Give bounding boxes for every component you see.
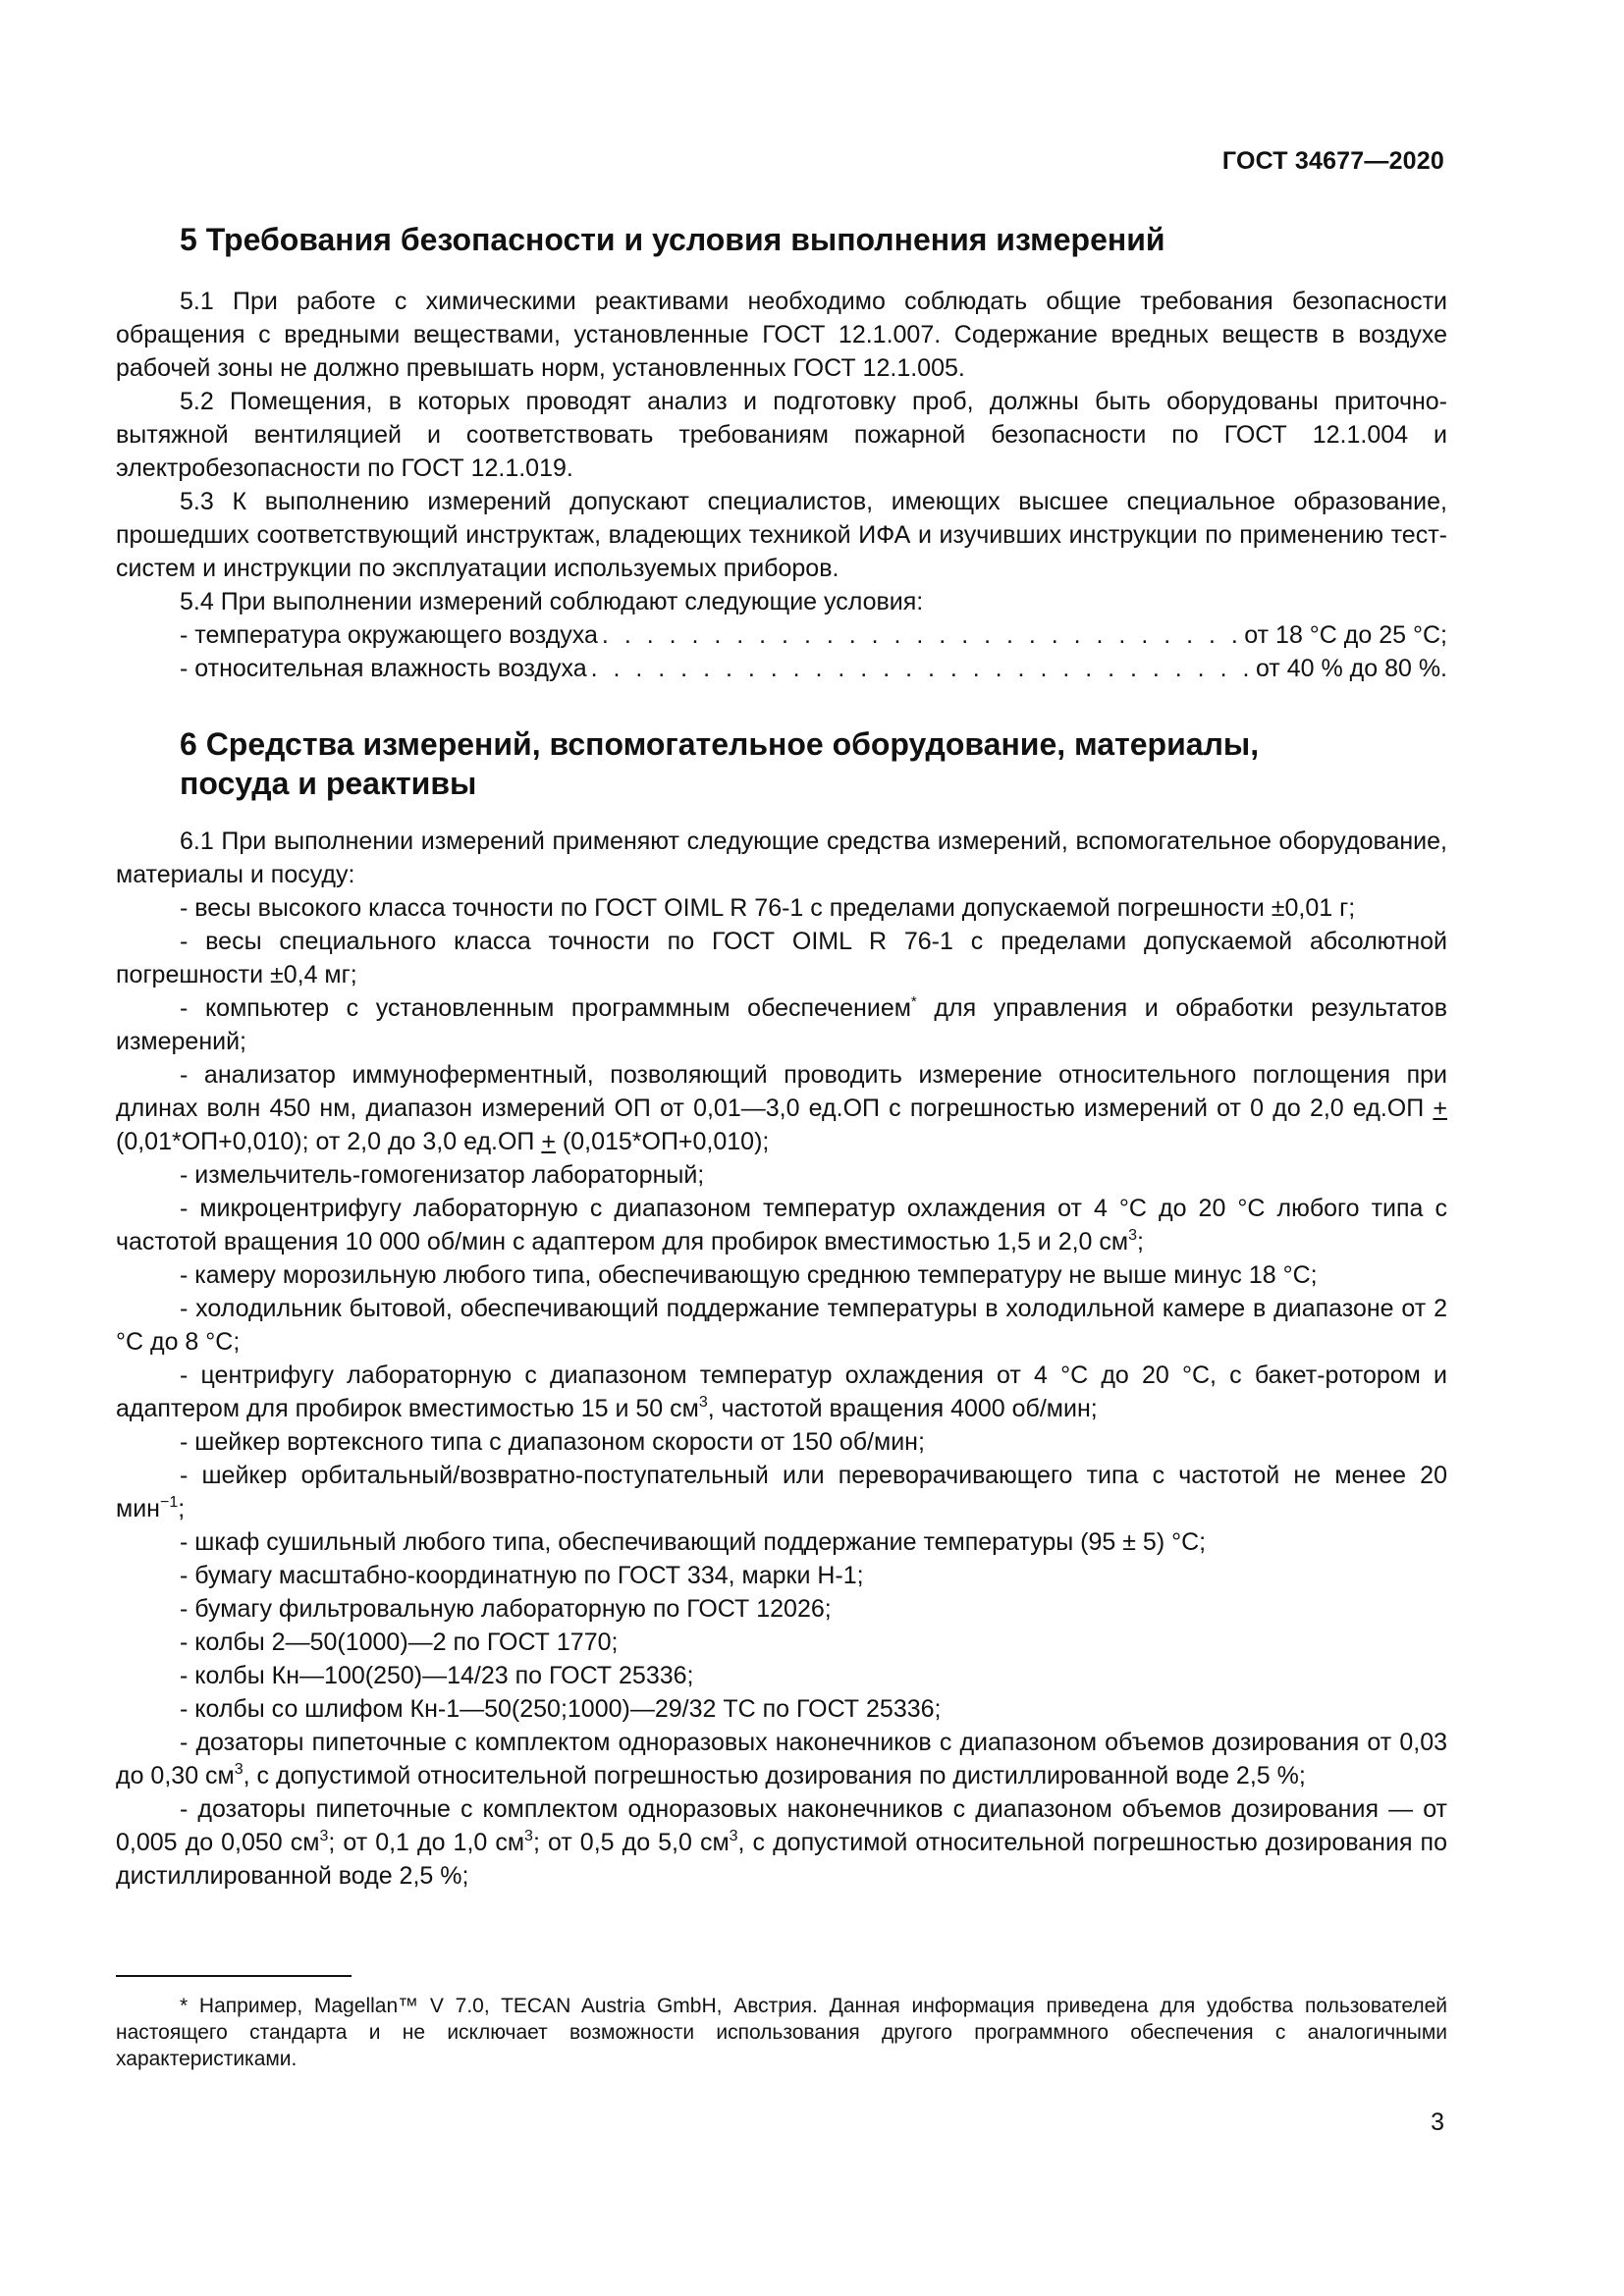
condition-value: от 18 °C до 25 °C; [1244, 621, 1447, 649]
section-6-heading-line: 6 Средства измерений, вспомогательное оборудование, материалы, [180, 726, 1260, 762]
list-item-text: , с допустимой относительной погрешностью дозирования по дистиллированной воде 2,5 %; [116, 1829, 1447, 1890]
section-6-heading-line: посуда и реактивы [180, 766, 477, 801]
footnote-reference: * [910, 993, 917, 1010]
dot-leader [602, 618, 1240, 652]
list-item-text: ; от 0,1 до 1,0 см [328, 1829, 525, 1856]
plus-minus-sign: + [541, 1128, 556, 1155]
section-6-body [116, 825, 1447, 1893]
list-item-text: - микроцентрифугу лабораторную с диапазоном температур охлаждения от 4 °C до 20 °C любого типа с частотой вращения 10 000 об/мин с адаптером для пробирок вместимостью 1,5 и 2,0 см [116, 1195, 1447, 1255]
list-item: - измельчитель-гомогенизатор лабораторный; [180, 1161, 705, 1189]
superscript: 3 [698, 1394, 708, 1411]
list-item [116, 1192, 1447, 1258]
section-5-body [116, 285, 1447, 685]
superscript: 3 [524, 1828, 533, 1844]
list-item-text: , с допустимой относительной погрешностью дозирования по дистиллированной воде 2,5 %; [243, 1762, 1306, 1789]
list-item: - колбы со шлифом Кн-1—50(250;1000)—29/32 ТС по ГОСТ 25336; [180, 1695, 942, 1723]
list-item: - бумагу фильтровальную лабораторную по ГОСТ 12026; [180, 1595, 832, 1623]
dot-leader [591, 652, 1252, 685]
condition-label: - относительная влажность воздуха [180, 655, 587, 682]
paragraph-5-1: 5.1 При работе с химическими реактивами необходимо соблюдать общие требования безопасности обращения с вредными веществами, установленные ГОСТ 12.1.007. Содержание вредных веществ в воздухе рабочей зоны не должно превышать норм, установленных ГОСТ 12.1.005. [116, 288, 1447, 382]
paragraph-5-3: 5.3 К выполнению измерений допускают специалистов, имеющих высшее специальное образование, прошедших соответствующий инструктаж, владеющих техникой ИФА и изучивших инструкции по применению тест-систем и инструкции по эксплуатации используемых приборов. [116, 488, 1447, 582]
condition-label: - температура окружающего воздуха [180, 621, 598, 649]
superscript: −1 [159, 1494, 179, 1511]
paragraph-5-4: 5.4 При выполнении измерений соблюдают следующие условия: [180, 588, 924, 615]
list-item [116, 1058, 1447, 1158]
list-item: - холодильник бытовой, обеспечивающий поддержание температуры в холодильной камере в диапазоне от 2 °C до 8 °C; [116, 1295, 1447, 1356]
list-item-text: (0,015*ОП+0,010); [555, 1128, 770, 1155]
list-item-text: ; [1137, 1228, 1144, 1255]
list-item: - шейкер вортексного типа с диапазоном скорости от 150 об/мин; [180, 1428, 925, 1456]
condition-humidity [116, 652, 1447, 685]
condition-temperature [116, 618, 1447, 652]
footnote-text: * Например, Magellan™ V 7.0, TECAN Austria GmbH, Австрия. Данная информация приведена для удобства пользователей настоящего стандарта и не исключает возможности использования другого программного обеспечения с аналогичными характеристиками. [116, 1995, 1447, 2070]
list-item: - весы высокого класса точности по ГОСТ OIML R 76-1 с пределами допускаемой погрешности ±0,01 г; [180, 894, 1356, 922]
list-item-text: , частотой вращения 4000 об/мин; [707, 1395, 1098, 1422]
plus-minus-sign: + [1433, 1095, 1447, 1122]
list-item-text: ; [178, 1495, 186, 1522]
list-item-text: - шейкер орбитальный/возвратно-поступательный или переворачивающего типа с частотой не менее 20 мин [116, 1462, 1447, 1522]
list-item-text: - компьютер с установленным программным обеспечением [180, 994, 911, 1022]
list-item-text: - центрифугу лабораторную с диапазоном температур охлаждения от 4 °C до 20 °C, с бакет-ротором и адаптером для пробирок вместимостью 15 и 50 см [116, 1362, 1447, 1422]
list-item-text: - дозаторы пипеточные с комплектом одноразовых наконечников с диапазоном объемов дозирования от 0,03 до 0,30 см [116, 1729, 1447, 1789]
list-item-text: ; от 0,5 до 5,0 см [532, 1829, 730, 1856]
list-item: - весы специального класса точности по ГОСТ OIML R 76-1 с пределами допускаемой абсолютной погрешности ±0,4 мг; [116, 928, 1447, 988]
list-item [116, 991, 1447, 1058]
list-item: - камеру морозильную любого типа, обеспечивающую среднюю температуру не выше минус 18 °C; [180, 1261, 1318, 1289]
paragraph-6-1: 6.1 При выполнении измерений применяют следующие средства измерений, вспомогательное оборудование, материалы и посуду: [116, 828, 1447, 888]
superscript: 3 [319, 1828, 329, 1844]
superscript: 3 [1128, 1227, 1137, 1244]
superscript: 3 [234, 1761, 244, 1778]
list-item-text: для управления и обработки результатов измерений; [116, 994, 1447, 1055]
document-code: ГОСТ 34677—2020 [1221, 147, 1444, 175]
footnote-divider [116, 1975, 352, 1977]
list-item [116, 1359, 1447, 1425]
section-5-heading: 5 Требования безопасности и условия выполнения измерений [180, 222, 1165, 257]
paragraph-5-2: 5.2 Помещения, в которых проводят анализ и подготовку проб, должны быть оборудованы приточно-вытяжной вентиляцией и соответствовать требованиям пожарной безопасности по ГОСТ 12.1.004 и электробезопасности по ГОСТ 12.1.019. [116, 388, 1447, 482]
list-item: - колбы Кн—100(250)—14/23 по ГОСТ 25336; [180, 1662, 694, 1689]
page-number: 3 [1431, 2109, 1444, 2136]
condition-value: от 40 % до 80 %. [1255, 655, 1447, 682]
list-item-text: (0,01*ОП+0,010); от 2,0 до 3,0 ед.ОП [116, 1128, 542, 1155]
footnote [116, 1993, 1447, 2072]
list-item: - колбы 2—50(1000)—2 по ГОСТ 1770; [180, 1629, 619, 1656]
superscript: 3 [729, 1828, 738, 1844]
list-item-text: - анализатор иммуноферментный, позволяющий проводить измерение относительного поглощения при длинах волн 450 нм, диапазон измерений ОП от 0,01—3,0 ед.ОП с погрешностью измерений от 0 до 2,0 ед.ОП [116, 1061, 1447, 1122]
list-item-text: - дозаторы пипеточные с комплектом одноразовых наконечников с диапазоном объемов дозирования — от 0,005 до 0,050 см [116, 1795, 1447, 1856]
list-item [116, 1459, 1447, 1525]
list-item: - бумагу масштабно-координатную по ГОСТ 334, марки Н-1; [180, 1562, 864, 1589]
list-item [116, 1792, 1447, 1893]
list-item: - шкаф сушильный любого типа, обеспечивающий поддержание температуры (95 ± 5) °C; [180, 1528, 1207, 1556]
section-6-heading [180, 724, 1444, 803]
list-item [116, 1726, 1447, 1792]
